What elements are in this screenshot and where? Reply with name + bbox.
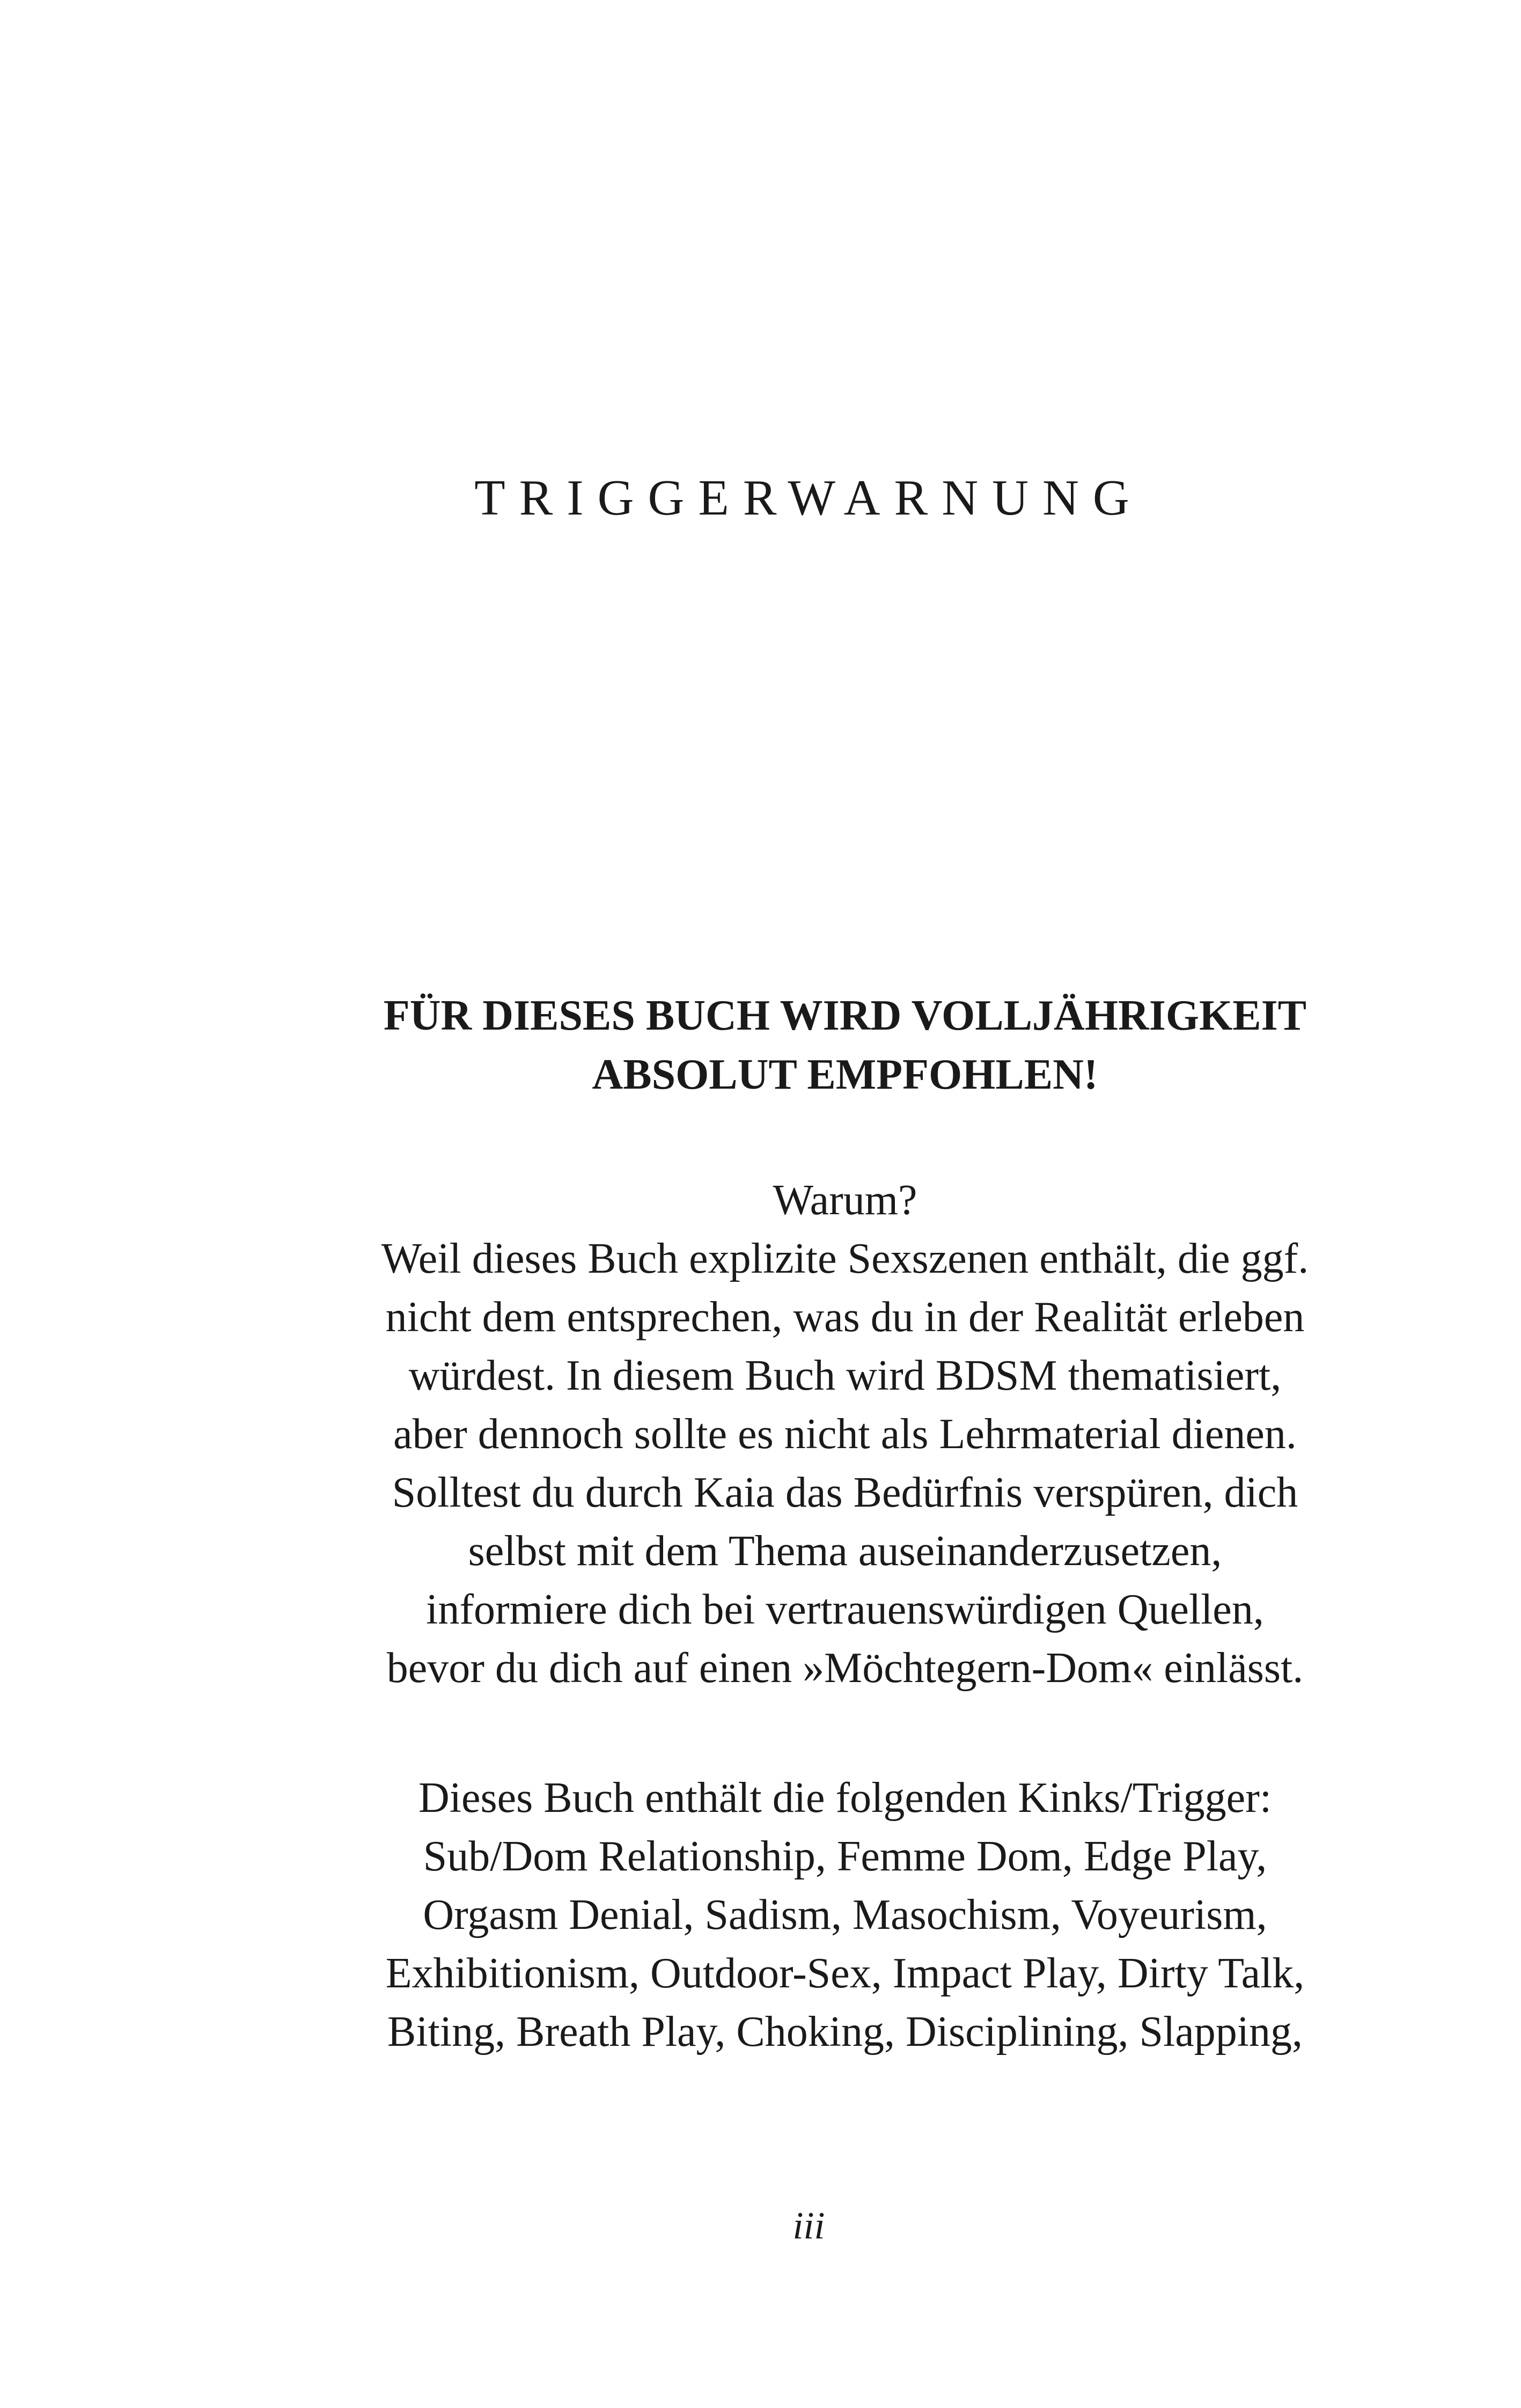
page-number: iii [792,2204,825,2247]
why-line: bevor du dich auf einen »Möchtegern-Dom« einlässt. [386,1645,1304,1692]
why-line: informiere dich bei vertrauenswürdigen Quellen, [426,1586,1264,1633]
why-line: selbst mit dem Thema auseinanderzusetzen, [468,1528,1222,1575]
kinks-line: Biting, Breath Play, Choking, Disciplining, Slapping, [387,2008,1303,2055]
kinks-line: Dieses Buch enthält die folgenden Kinks/Trigger: [418,1774,1272,1822]
kinks-line: Exhibitionism, Outdoor-Sex, Impact Play, Dirty Talk, [385,1950,1305,1997]
age-warning-line: ABSOLUT EMPFOHLEN! [592,1051,1098,1098]
why-paragraph [333,1171,1357,1698]
kinks-line: Orgasm Denial, Sadism, Masochism, Voyeurism, [423,1891,1267,1939]
why-line: Weil dieses Buch explizite Sexszenen enthält, die ggf. [381,1235,1309,1282]
why-line: würdest. In diesem Buch wird BDSM thematisiert, [408,1352,1282,1399]
why-line: aber dennoch sollte es nicht als Lehrmaterial dienen. [393,1411,1297,1458]
age-warning [333,986,1357,1104]
age-warning-line: FÜR DIESES BUCH WIRD VOLLJÄHRIGKEIT [383,992,1307,1039]
kinks-paragraph [333,1769,1357,2061]
page-title: TRIGGERWARNUNG [474,470,1143,526]
kinks-line: Sub/Dom Relationship, Femme Dom, Edge Play, [423,1833,1267,1880]
why-line: nicht dem entsprechen, was du in der Realität erleben [385,1294,1305,1341]
why-line: Warum? [773,1177,917,1224]
why-line: Solltest du durch Kaia das Bedürfnis verspüren, dich [392,1469,1298,1516]
